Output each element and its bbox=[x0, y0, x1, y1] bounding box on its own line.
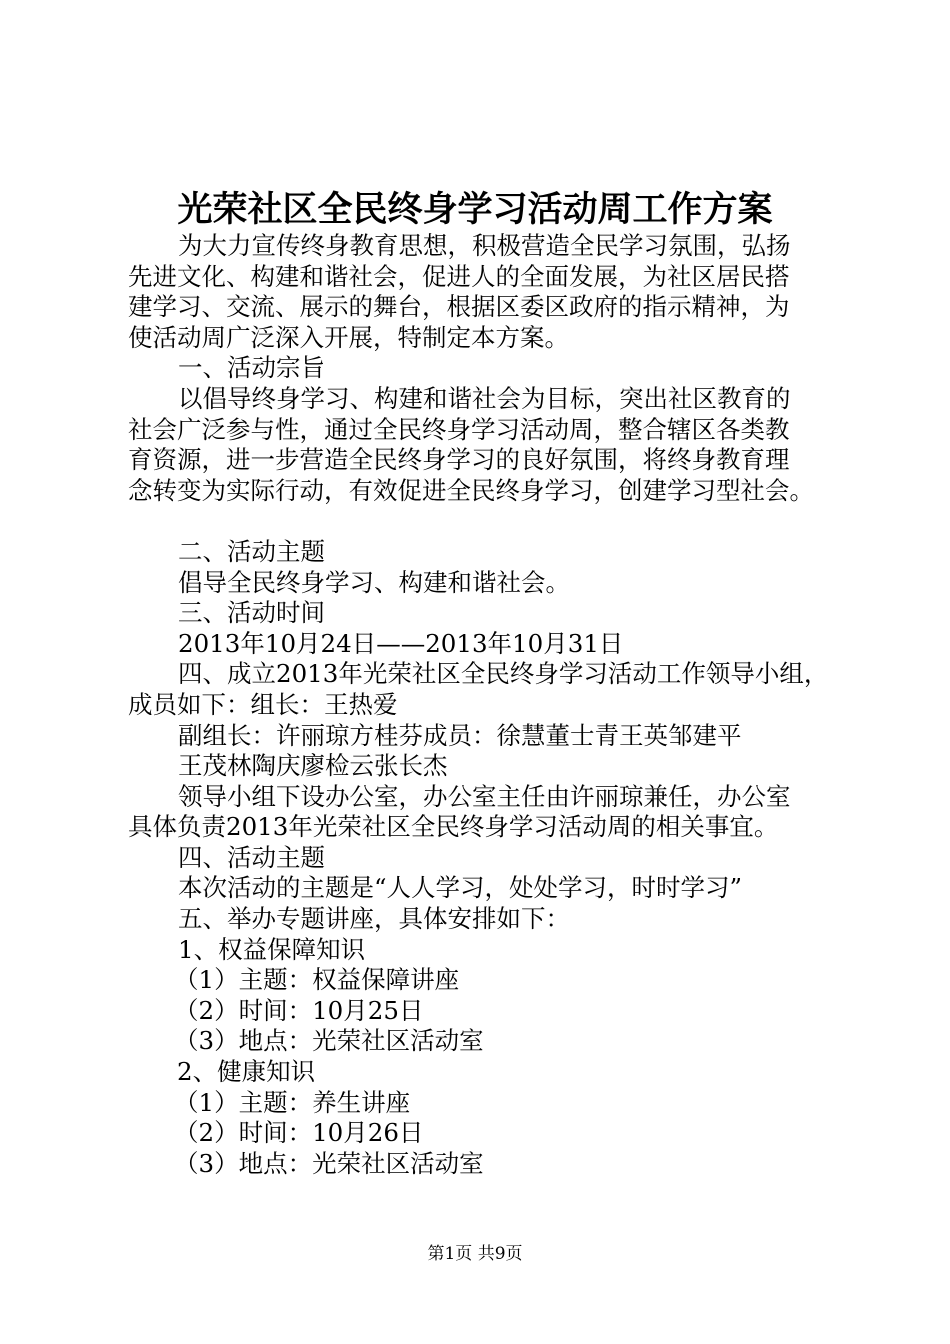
section-heading: 二、活动主题 bbox=[178, 536, 325, 566]
paragraph-line: 为大力宣传终身教育思想，积极营造全民学习氛围，弘扬 bbox=[178, 231, 791, 260]
list-item: （3）地点：光荣社区活动室 bbox=[174, 1148, 484, 1178]
paragraph-line: 社会广泛参与性，通过全民终身学习活动周，整合辖区各类教 bbox=[128, 414, 790, 444]
section-heading: 五、举办专题讲座，具体安排如下： bbox=[178, 904, 570, 934]
paragraph-line: 2013年10月24日——2013年10月31日 bbox=[178, 628, 624, 658]
paragraph-line: 副组长：许丽琼方桂芬成员：徐慧董士青王英邹建平 bbox=[178, 720, 742, 750]
section-heading: 四、成立2013年光荣社区全民终身学习活动工作领导小组， bbox=[178, 659, 829, 689]
paragraph-line: 先进文化、构建和谐社会，促进人的全面发展，为社区居民搭 bbox=[128, 261, 790, 291]
list-item: （1）主题：权益保障讲座 bbox=[174, 965, 460, 995]
paragraph-line: 使活动周广泛深入开展，特制定本方案。 bbox=[128, 322, 569, 352]
page-footer: 第1页 共9页 bbox=[427, 1244, 523, 1264]
list-item: （2）时间：10月26日 bbox=[174, 1118, 424, 1148]
paragraph-line: 倡导全民终身学习、构建和谐社会。 bbox=[178, 567, 570, 597]
document-body bbox=[128, 231, 848, 1179]
document-title: 光荣社区全民终身学习活动周工作方案 bbox=[177, 189, 773, 230]
paragraph-line: 王茂林陶庆廖检云张长杰 bbox=[178, 751, 448, 781]
paragraph-line: 育资源，进一步营造全民终身学习的良好氛围，将终身教育理 bbox=[128, 445, 790, 475]
list-item: （2）时间：10月25日 bbox=[174, 995, 424, 1025]
section-heading: 一、活动宗旨 bbox=[178, 353, 325, 383]
subsection-heading: 2、健康知识 bbox=[177, 1057, 316, 1087]
list-item: （3）地点：光荣社区活动室 bbox=[174, 1026, 484, 1056]
list-item: （1）主题：养生讲座 bbox=[174, 1087, 411, 1117]
paragraph-line: 念转变为实际行动，有效促进全民终身学习，创建学习型社会。 bbox=[128, 475, 814, 505]
paragraph-line: 具体负责2013年光荣社区全民终身学习活动周的相关事宜。 bbox=[128, 812, 779, 842]
subsection-heading: 1、权益保障知识 bbox=[178, 934, 366, 964]
paragraph-line: 成员如下：组长：王热爱 bbox=[128, 689, 398, 719]
paragraph-line: 建学习、交流、展示的舞台，根据区委区政府的指示精神，为 bbox=[128, 292, 790, 322]
paragraph-line: 以倡导终身学习、构建和谐社会为目标，突出社区教育的 bbox=[178, 383, 791, 413]
section-heading: 三、活动时间 bbox=[178, 598, 325, 628]
blank-line bbox=[128, 506, 848, 537]
section-heading: 四、活动主题 bbox=[178, 842, 325, 872]
paragraph-line: 领导小组下设办公室，办公室主任由许丽琼兼任，办公室 bbox=[178, 781, 791, 811]
paragraph-line: 本次活动的主题是“人人学习，处处学习，时时学习” bbox=[178, 873, 743, 903]
